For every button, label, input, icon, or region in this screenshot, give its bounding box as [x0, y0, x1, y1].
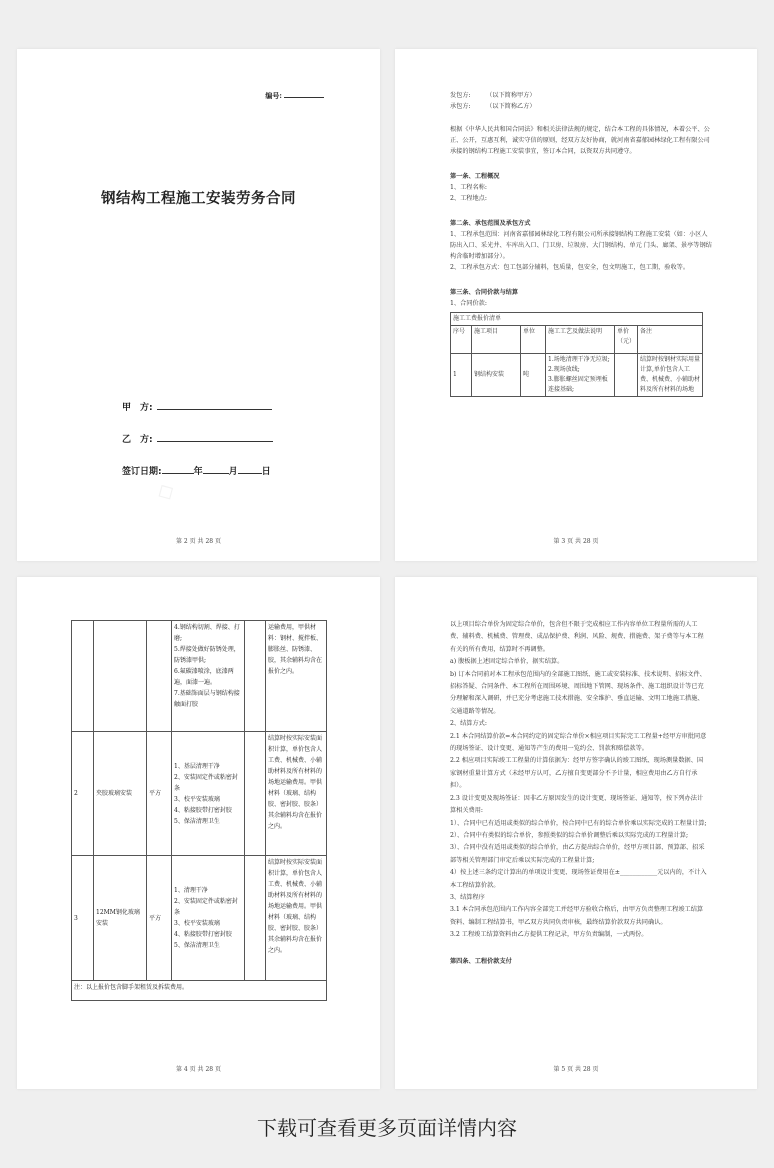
year-label: 年 — [193, 467, 203, 477]
party-b — [122, 432, 273, 445]
section-3-heading: 第三条、合同价款与结算 — [450, 289, 519, 296]
table-header: 施工项目 — [472, 326, 521, 354]
process-step: 3、校平安装玻璃 — [174, 795, 220, 803]
party-b-line — [157, 441, 273, 442]
process-step: 3、校平安装玻璃 — [174, 920, 220, 927]
page-footer: 第 2 页 共 28 页 — [176, 538, 221, 545]
process-step: 4.钢结构切割、焊接、打磨; — [174, 624, 240, 642]
intro-paragraph: 根据《中华人民共和国合同法》和相关法律法规的规定，结合本工程的具体情况，本着公平、公正、公开，互惠互利，诚实守信的原则，经双方友好协商，就河南省嘉郁园林绿化工程有限公司承接的钢结构工程施工安装事宜，签订本合同，以资双方共同遵守。 — [450, 126, 710, 155]
table-row — [72, 621, 327, 732]
paragraph: 3.2 工程竣工结算资料由乙方提供工程记录，甲方负责编制，一式两份。 — [450, 931, 648, 939]
process-step: 7.基础饰面层与钢结构接触面打胶 — [174, 690, 240, 708]
contract-number-line — [284, 97, 324, 98]
contractor-line: 承包方: （以下简称乙方） — [450, 103, 536, 110]
day-line — [238, 473, 262, 474]
process-step: 1.场地清理干净无垃圾; — [548, 356, 610, 363]
row-process — [172, 621, 245, 732]
quote-table — [450, 312, 703, 397]
section-1-item: 2、工程地点: — [450, 195, 487, 202]
party-a-line — [157, 409, 272, 410]
page-footer: 第 5 页 共 28 页 — [553, 1066, 599, 1073]
table-header: 序号 — [451, 326, 472, 354]
party-a — [122, 400, 272, 413]
section-1-item: 1、工程名称: — [450, 184, 487, 191]
row-process — [172, 732, 245, 856]
process-step: 1、清理干净 — [174, 887, 208, 894]
contract-title: 钢结构工程施工安装劳务合同 — [101, 191, 296, 207]
row-item: 12MM钢化玻璃安装 — [94, 856, 147, 981]
document-page-3 — [17, 577, 380, 1089]
row-no: 1 — [451, 354, 472, 397]
table-header: 单位 — [521, 326, 546, 354]
table-row — [72, 856, 327, 981]
table-header: 备注 — [638, 326, 703, 354]
page-footer: 第 4 页 共 28 页 — [176, 1066, 221, 1073]
paragraph: 2.1 本合同结算价款=本合同约定的固定综合单价×相应项目实际完工工程量+经甲方审批同意的现场签证、设计变更、通知等产生的费用一览约会、罚款和赔偿款等。 — [450, 732, 707, 753]
section-1-heading: 第一条、工程概况 — [450, 173, 500, 180]
download-caption: 下载可查看更多页面详情内容 — [257, 1116, 517, 1140]
paragraph: 3）、合同中没有适用或类似的综合单价，由乙方提出综合单价，经甲方项目部、预算部、招采部等相关管理部门审定后乘以实际完成的工程量计算; — [450, 844, 705, 864]
contract-number-label: 编号: — [265, 91, 282, 100]
process-step: 3.膨胀螺丝固定预埋板连接基础; — [548, 376, 608, 393]
contract-number — [265, 91, 324, 101]
table-row — [72, 732, 327, 856]
process-step: 4、粘接胶带打密封胶 — [174, 931, 232, 938]
row-unit: 平方 — [147, 732, 172, 856]
document-page-cover — [17, 49, 380, 561]
paragraph: a) 腹板据上述固定综合单价，据实结算。 — [450, 658, 564, 666]
row-remark: 结算时按实际安装面积计算，单价包含人工费、机械费、小辅助材料及所有材料的场地运输费用。甲供材料（玻璃、结构胶、密封胶、胶条）其余辅料均含在报价之内。 — [266, 856, 327, 981]
paragraph: 4）按上述三条约定计算出的单项设计变更、现场签证费用在±____________元以内的，不计入本工程结算价款。 — [450, 869, 707, 889]
section-2-heading: 第二条、承包范围及承包方式 — [450, 220, 531, 227]
process-step: 2、安装固定件或粘密封条 — [174, 898, 238, 916]
row-remark: 运输费用，甲供材料：钢材、搅拌板、膨胀丝、防锈漆、胶，其余辅料均含在报价之内。 — [266, 621, 327, 732]
process-step: 5.焊接处做好防锈处理，防锈漆甲供; — [174, 646, 240, 664]
paragraph: 2.3 设计变更及现场签证：因非乙方原因发生的设计变更、现场签证、通知等，按下列办法计算相关费用: — [450, 794, 704, 815]
section-3-item: 1、合同价款: — [450, 300, 487, 307]
table-note-row — [72, 981, 327, 1001]
process-step: 1、基层清理干净 — [174, 762, 220, 770]
paragraph: 3、结算程序 — [450, 893, 485, 901]
process-step: 2.现场放线; — [548, 366, 580, 373]
process-step: 2、安装固定件或粘密封条 — [174, 773, 238, 792]
paragraph: 2）、合同中有类似的综合单价，参照类似的综合单价调整后乘以实际完成的工程量计算; — [450, 831, 689, 839]
section-2-item: 1、工程承包范围：河南省嘉郁园林绿化工程有限公司所承接钢结构工程施工安装（如：小区人防出入口、采光井、车库出入口、门卫房、垃圾房、大门钢结构、单元 门头、廊架、景亭等钢结构含临时增加部分）。 — [450, 231, 712, 260]
section-2-item: 2、工程承包方式：包工包部分辅料，包质量，包安全，包文明施工，包工期，验收等。 — [450, 264, 690, 271]
row-remark: 结算时按钢材实际用量计算,单价包含人工费、机械费、小辅助材料及所有材料的场地 — [638, 354, 703, 397]
paragraph: 2、结算方式: — [450, 720, 487, 728]
document-page-4 — [395, 577, 757, 1089]
row-price — [615, 354, 638, 397]
employer-line: 发包方: （以下简称甲方） — [450, 92, 536, 99]
process-step: 5、保洁清理卫生 — [174, 942, 220, 949]
quote-table-title: 施工工费报价清单 — [451, 313, 703, 326]
paragraph: 1）、合同中已有适用或类似的综合单价，按合同中已有的综合单价乘以实际完成的工程量计算; — [450, 819, 707, 827]
year-line — [162, 473, 194, 474]
party-b-label: 乙 方: — [122, 435, 153, 445]
sign-date-label: 签订日期: — [122, 467, 162, 477]
table-row — [451, 354, 703, 397]
row-no: 3 — [72, 856, 94, 981]
row-process — [546, 354, 615, 397]
row-item: 夹胶玻璃安装 — [94, 732, 147, 856]
document-page-2 — [395, 49, 757, 561]
row-unit: 平方 — [147, 856, 172, 981]
party-a-label: 甲 方: — [122, 403, 153, 413]
day-label: 日 — [261, 467, 271, 477]
quote-table-continued — [71, 620, 327, 1001]
section-4-heading: 第四条、工程价款支付 — [450, 957, 512, 965]
process-step: 6.氟碳漆喷涂，底漆两遍，面漆一遍。 — [174, 668, 234, 686]
paragraph: 2.2 相应项目实际竣工工程量的计算依据为：经甲方签字确认的竣工图纸、现场测量数据、国家钢材重量计算方式（未经甲方认可，乙方擅自变更部分不予计量，相应费用由乙方自行承担）。 — [450, 757, 704, 790]
table-header: 施工工艺及做法说明 — [546, 326, 615, 354]
process-step: 5、保洁清理卫生 — [174, 817, 220, 825]
month-line — [203, 473, 229, 474]
table-header: 单价（元） — [615, 326, 638, 354]
row-remark: 结算时按实际安装面积计算，单价包含人工费、机械费、小辅助材料及所有材料的场地运输费用。甲供材料（玻璃、结构胶、密封胶、胶条）其余辅料均含在报价之内。 — [266, 732, 327, 856]
paragraph: 3.1 本合同承包范围内工作内容全部完工并经甲方验收合格后，由甲方负责整理工程竣工结算资料、编制工程结算书，甲乙双方共同负责审核，最终结算价款双方共同确认。 — [450, 906, 704, 926]
sign-date — [122, 464, 271, 477]
watermark: ◇ — [151, 476, 180, 507]
month-label: 月 — [228, 467, 238, 477]
row-item: 钢结构安装 — [472, 354, 521, 397]
paragraph: 以上项目综合单价为固定综合单价，包含但不限于完成相应工作内容单位工程量所需的人工费、辅料费、机械费、管理费、成品保护费、利润、风险、规费、措施费、架子费等与本工程有关的所有费用，结算时不再调整。 — [450, 621, 704, 653]
page-footer: 第 3 页 共 28 页 — [553, 538, 599, 545]
row-no: 2 — [72, 732, 94, 856]
row-unit: 吨 — [521, 354, 546, 397]
table-note: 注：以上报价包含脚手架租赁及拆装费用。 — [72, 981, 327, 1001]
process-step: 4、粘接胶带打密封胶 — [174, 806, 232, 814]
row-process — [172, 856, 245, 981]
paragraph: b) 订本合同前对本工程承包范围内的全部施工图纸、施工或安装标准、技术说明、招标文件、招标答疑、合同条件、本工程所在周围环境、周围地下管网、现场条件、施工组织设计等已充分理解和深入调研，并已充分考虑施工技术措施、安全维护、垂直运输、文明工地施工措施、交通道路等情况。 — [450, 670, 706, 715]
